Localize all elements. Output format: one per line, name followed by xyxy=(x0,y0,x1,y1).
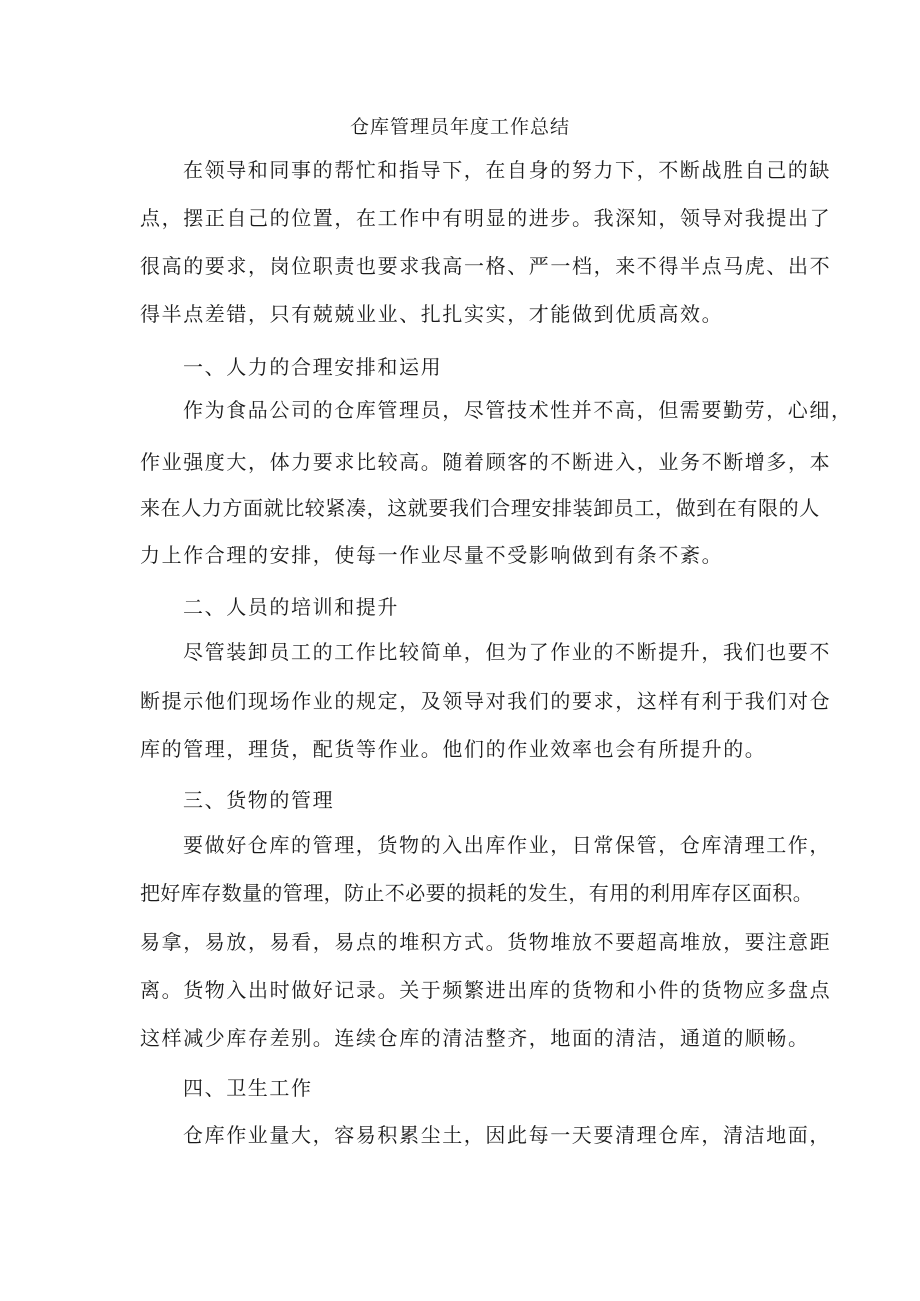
paragraph-line: 把好库存数量的管理，防止不必要的损耗的发生，有用的利用库存区面积。 xyxy=(140,881,814,905)
document-title: 仓库管理员年度工作总结 xyxy=(349,116,570,138)
paragraph-line: 断提示他们现场作业的规定，及领导对我们的要求，这样有利于我们对仓 xyxy=(140,689,832,713)
paragraph-line: 离。货物入出时做好记录。关于频繁进出库的货物和小件的货物应多盘点 xyxy=(140,978,832,1002)
paragraph-line: 很高的要求，岗位职责也要求我高一格、严一档，来不得半点马虎、出不 xyxy=(140,254,832,278)
paragraph-line: 来在人力方面就比较紧凑，这就要我们合理安排装卸员工，做到在有限的人 xyxy=(140,496,820,520)
paragraph-line: 这样减少库存差别。连续仓库的清洁整齐，地面的清洁，通道的顺畅。 xyxy=(140,1026,810,1050)
paragraph-line: 尽管装卸员工的工作比较简单，但为了作业的不断提升，我们也要不 xyxy=(183,640,831,664)
paragraph-line: 要做好仓库的管理，货物的入出库作业，日常保管，仓库清理工作， xyxy=(183,833,831,857)
paragraph-line: 仓库作业量大，容易积累尘土，因此每一天要清理仓库，清洁地面， xyxy=(183,1123,831,1147)
section-heading: 四、卫生工作 xyxy=(183,1076,313,1100)
paragraph-line: 在领导和同事的帮忙和指导下，在自身的努力下，不断战胜自己的缺 xyxy=(183,158,831,182)
paragraph-line: 点，摆正自己的位置，在工作中有明显的进步。我深知，领导对我提出了 xyxy=(140,206,832,230)
paragraph-line: 作业强度大，体力要求比较高。随着顾客的不断进入，业务不断增多，本 xyxy=(140,450,832,474)
section-heading: 一、人力的合理安排和运用 xyxy=(183,355,443,379)
paragraph-line: 易拿，易放，易看，易点的堆积方式。货物堆放不要超高堆放，要注意距 xyxy=(140,930,832,954)
paragraph-line: 库的管理，理货，配货等作业。他们的作业效率也会有所提升的。 xyxy=(140,737,767,761)
section-heading: 三、货物的管理 xyxy=(183,788,335,812)
paragraph-line: 得半点差错，只有兢兢业业、扎扎实实，才能做到优质高效。 xyxy=(140,302,724,326)
paragraph-line: 力上作合理的安排，使每一作业尽量不受影响做到有条不紊。 xyxy=(140,543,724,567)
section-heading: 二、人员的培训和提升 xyxy=(183,595,399,619)
paragraph-line: 作为食品公司的仓库管理员，尽管技术性并不高，但需要勤劳，心细， xyxy=(183,398,853,422)
